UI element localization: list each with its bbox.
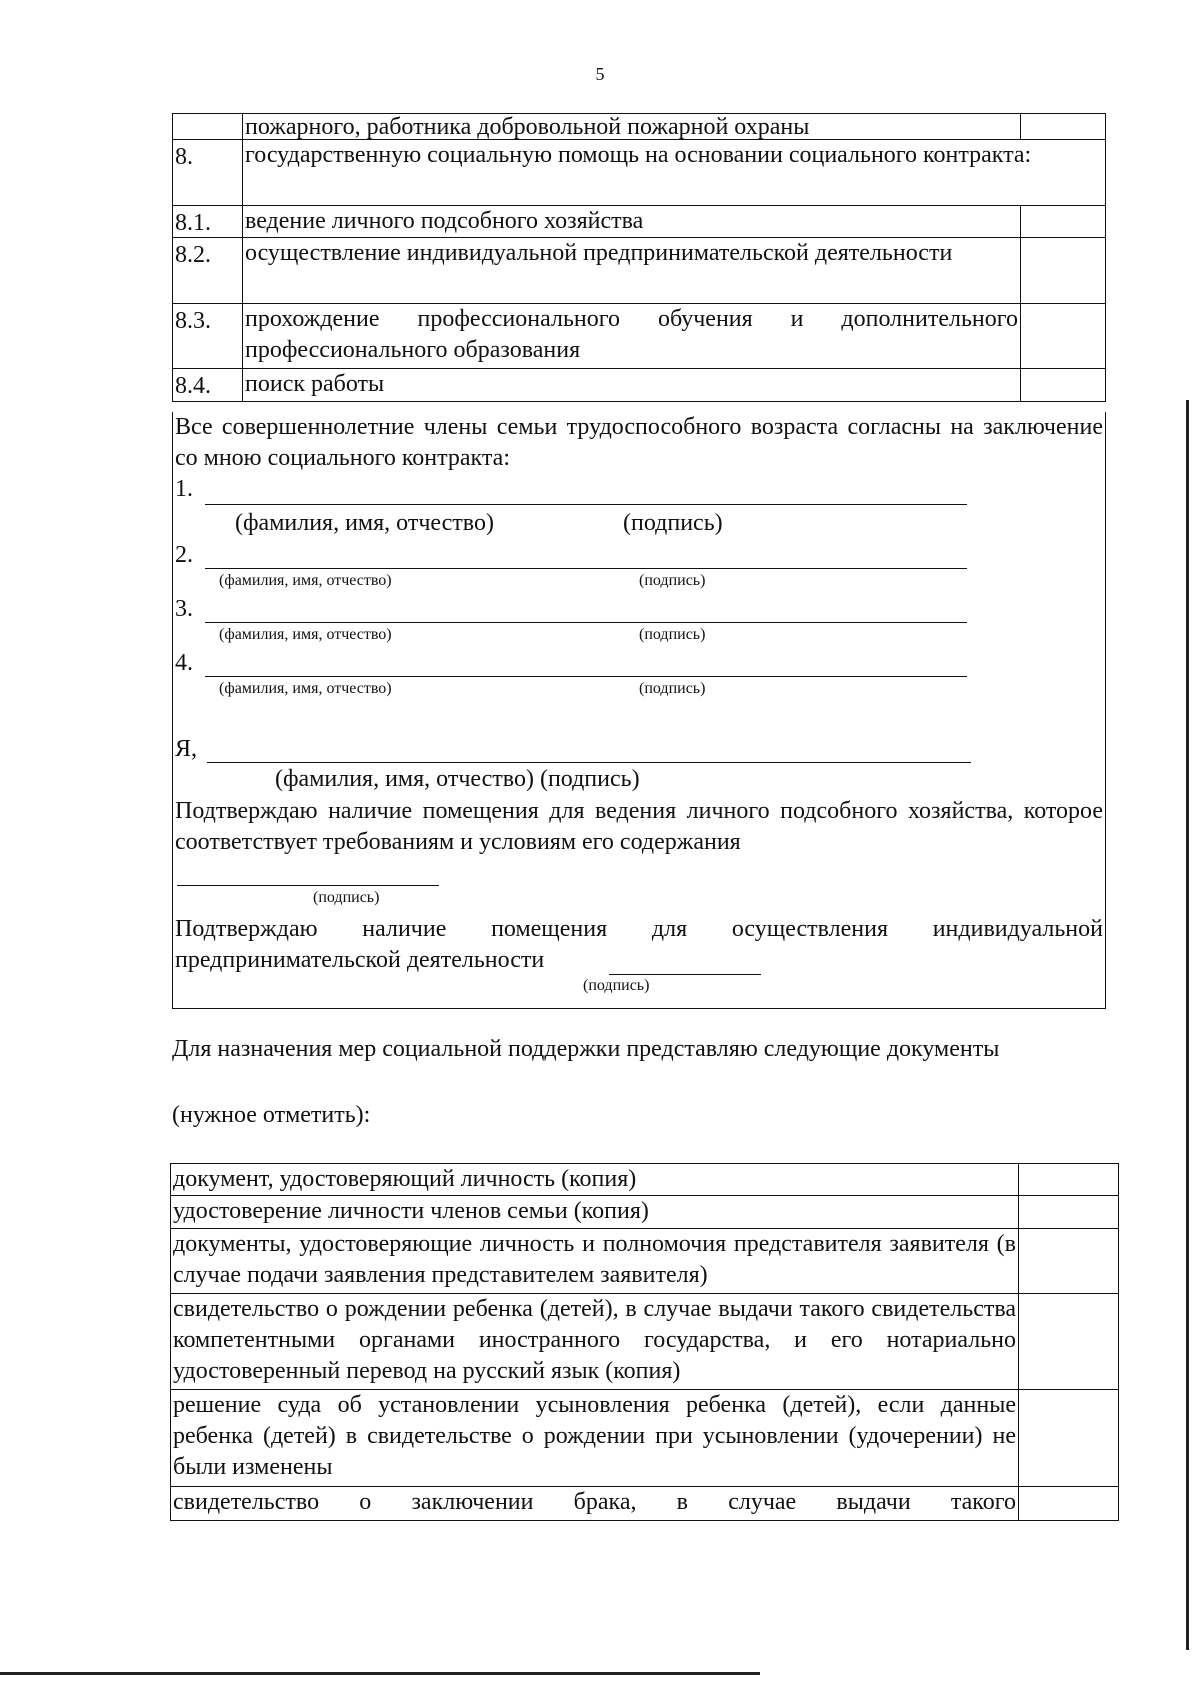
table-row	[170, 1163, 1119, 1196]
checkbox-cell[interactable]	[1020, 206, 1105, 237]
row-text: свидетельство о рождении ребенка (детей), в случае выдачи такого свидетельства компетентными органами иностранного государства, и его нотариально удостоверенный перевод на русский язык (копия)	[173, 1296, 1016, 1384]
table-row	[170, 1294, 1119, 1390]
member-name-line[interactable]	[205, 676, 967, 677]
signature-hint: (подпись)	[639, 572, 706, 589]
row-text: поиск работы	[245, 371, 385, 397]
member-number: 4.	[175, 650, 193, 676]
benefits-table	[172, 113, 1106, 402]
member-name-line[interactable]	[205, 622, 967, 623]
confirm-farm-text: Подтверждаю наличие помещения для ведения личного подсобного хозяйства, которое соответствует требованиям и условиям его содержания	[175, 798, 1103, 855]
checkbox-cell[interactable]	[1020, 304, 1105, 368]
row-text: осуществление индивидуальной предпринимательской деятельности	[245, 240, 953, 266]
row-text: документ, удостоверяющий личность (копия)	[173, 1166, 637, 1192]
table-row	[172, 238, 1106, 304]
name-hint: (фамилия, имя, отчество)	[219, 572, 392, 589]
row-text: решение суда об установлении усыновления ребенка (детей), если данные ребенка (детей) в свидетельстве о рождении при усыновлении (удочерении) не были изменены	[173, 1392, 1016, 1480]
scan-bottom-shadow	[0, 1672, 760, 1675]
table-row	[172, 113, 1106, 140]
checkbox-cell[interactable]	[1018, 1390, 1118, 1486]
confirm-business-text-2: предпринимательской деятельности	[175, 947, 545, 973]
documents-table	[170, 1163, 1119, 1521]
consent-block	[172, 412, 1106, 1009]
checkbox-cell[interactable]	[1020, 114, 1105, 139]
member-number: 3.	[175, 596, 193, 622]
table-row	[170, 1487, 1119, 1521]
row-number: 8.3.	[173, 304, 243, 368]
checkbox-cell[interactable]	[1018, 1196, 1118, 1228]
self-hint: (фамилия, имя, отчество) (подпись)	[275, 766, 640, 792]
row-number: 8.	[173, 140, 243, 205]
business-signature-line[interactable]	[609, 974, 761, 975]
business-signature-hint: (подпись)	[583, 977, 650, 994]
table-row	[172, 140, 1106, 206]
row-text: свидетельство о заключении брака, в случае выдачи такого	[173, 1489, 1016, 1515]
row-text: государственную социальную помощь на основании социального контракта:	[245, 142, 1032, 168]
row-text: удостоверение личности членов семьи (копия)	[173, 1198, 649, 1224]
signature-hint: (подпись)	[623, 510, 723, 536]
row-text: пожарного, работника добровольной пожарной охраны	[245, 114, 810, 140]
row-number: 8.1.	[173, 206, 243, 237]
signature-hint: (подпись)	[639, 626, 706, 643]
table-row	[170, 1390, 1119, 1487]
table-row	[172, 369, 1106, 402]
checkbox-cell[interactable]	[1018, 1164, 1118, 1195]
signature-hint: (подпись)	[639, 680, 706, 697]
row-number: 8.4.	[173, 369, 243, 401]
checkbox-cell[interactable]	[1020, 369, 1105, 401]
row-number	[173, 114, 243, 139]
member-number: 1.	[175, 476, 193, 502]
table-row	[170, 1196, 1119, 1229]
name-hint: (фамилия, имя, отчество)	[219, 680, 392, 697]
page-number: 5	[595, 64, 605, 84]
table-row	[172, 304, 1106, 369]
self-name-line[interactable]	[207, 762, 971, 763]
member-number: 2.	[175, 542, 193, 568]
checkbox-cell[interactable]	[1020, 238, 1105, 303]
documents-intro: Для назначения мер социальной поддержки представляю следующие документы	[172, 1036, 1000, 1062]
checkbox-cell[interactable]	[1018, 1487, 1118, 1520]
self-prefix: Я,	[175, 736, 198, 762]
confirm-business-text: Подтверждаю наличие помещения для осуществления индивидуальной	[175, 916, 1103, 942]
documents-note: (нужное отметить):	[172, 1102, 371, 1128]
table-row	[172, 206, 1106, 238]
row-text: прохождение профессионального обучения и дополнительного профессионального образования	[245, 306, 1018, 363]
consent-intro: Все совершеннолетние члены семьи трудоспособного возраста согласны на заключение со мною социального контракта:	[175, 414, 1103, 471]
farm-signature-hint: (подпись)	[313, 889, 380, 906]
member-name-line[interactable]	[205, 568, 967, 569]
scan-edge-shadow	[1186, 400, 1189, 1650]
farm-signature-line[interactable]	[177, 885, 439, 886]
row-text: ведение личного подсобного хозяйства	[245, 208, 644, 234]
checkbox-cell[interactable]	[1018, 1229, 1118, 1293]
table-row	[170, 1229, 1119, 1294]
row-number: 8.2.	[173, 238, 243, 303]
name-hint: (фамилия, имя, отчество)	[219, 626, 392, 643]
checkbox-cell[interactable]	[1018, 1294, 1118, 1389]
row-text: документы, удостоверяющие личность и полномочия представителя заявителя (в случае подачи заявления представителем заявителя)	[173, 1231, 1016, 1288]
member-name-line[interactable]	[205, 504, 967, 505]
name-hint: (фамилия, имя, отчество)	[235, 510, 494, 536]
